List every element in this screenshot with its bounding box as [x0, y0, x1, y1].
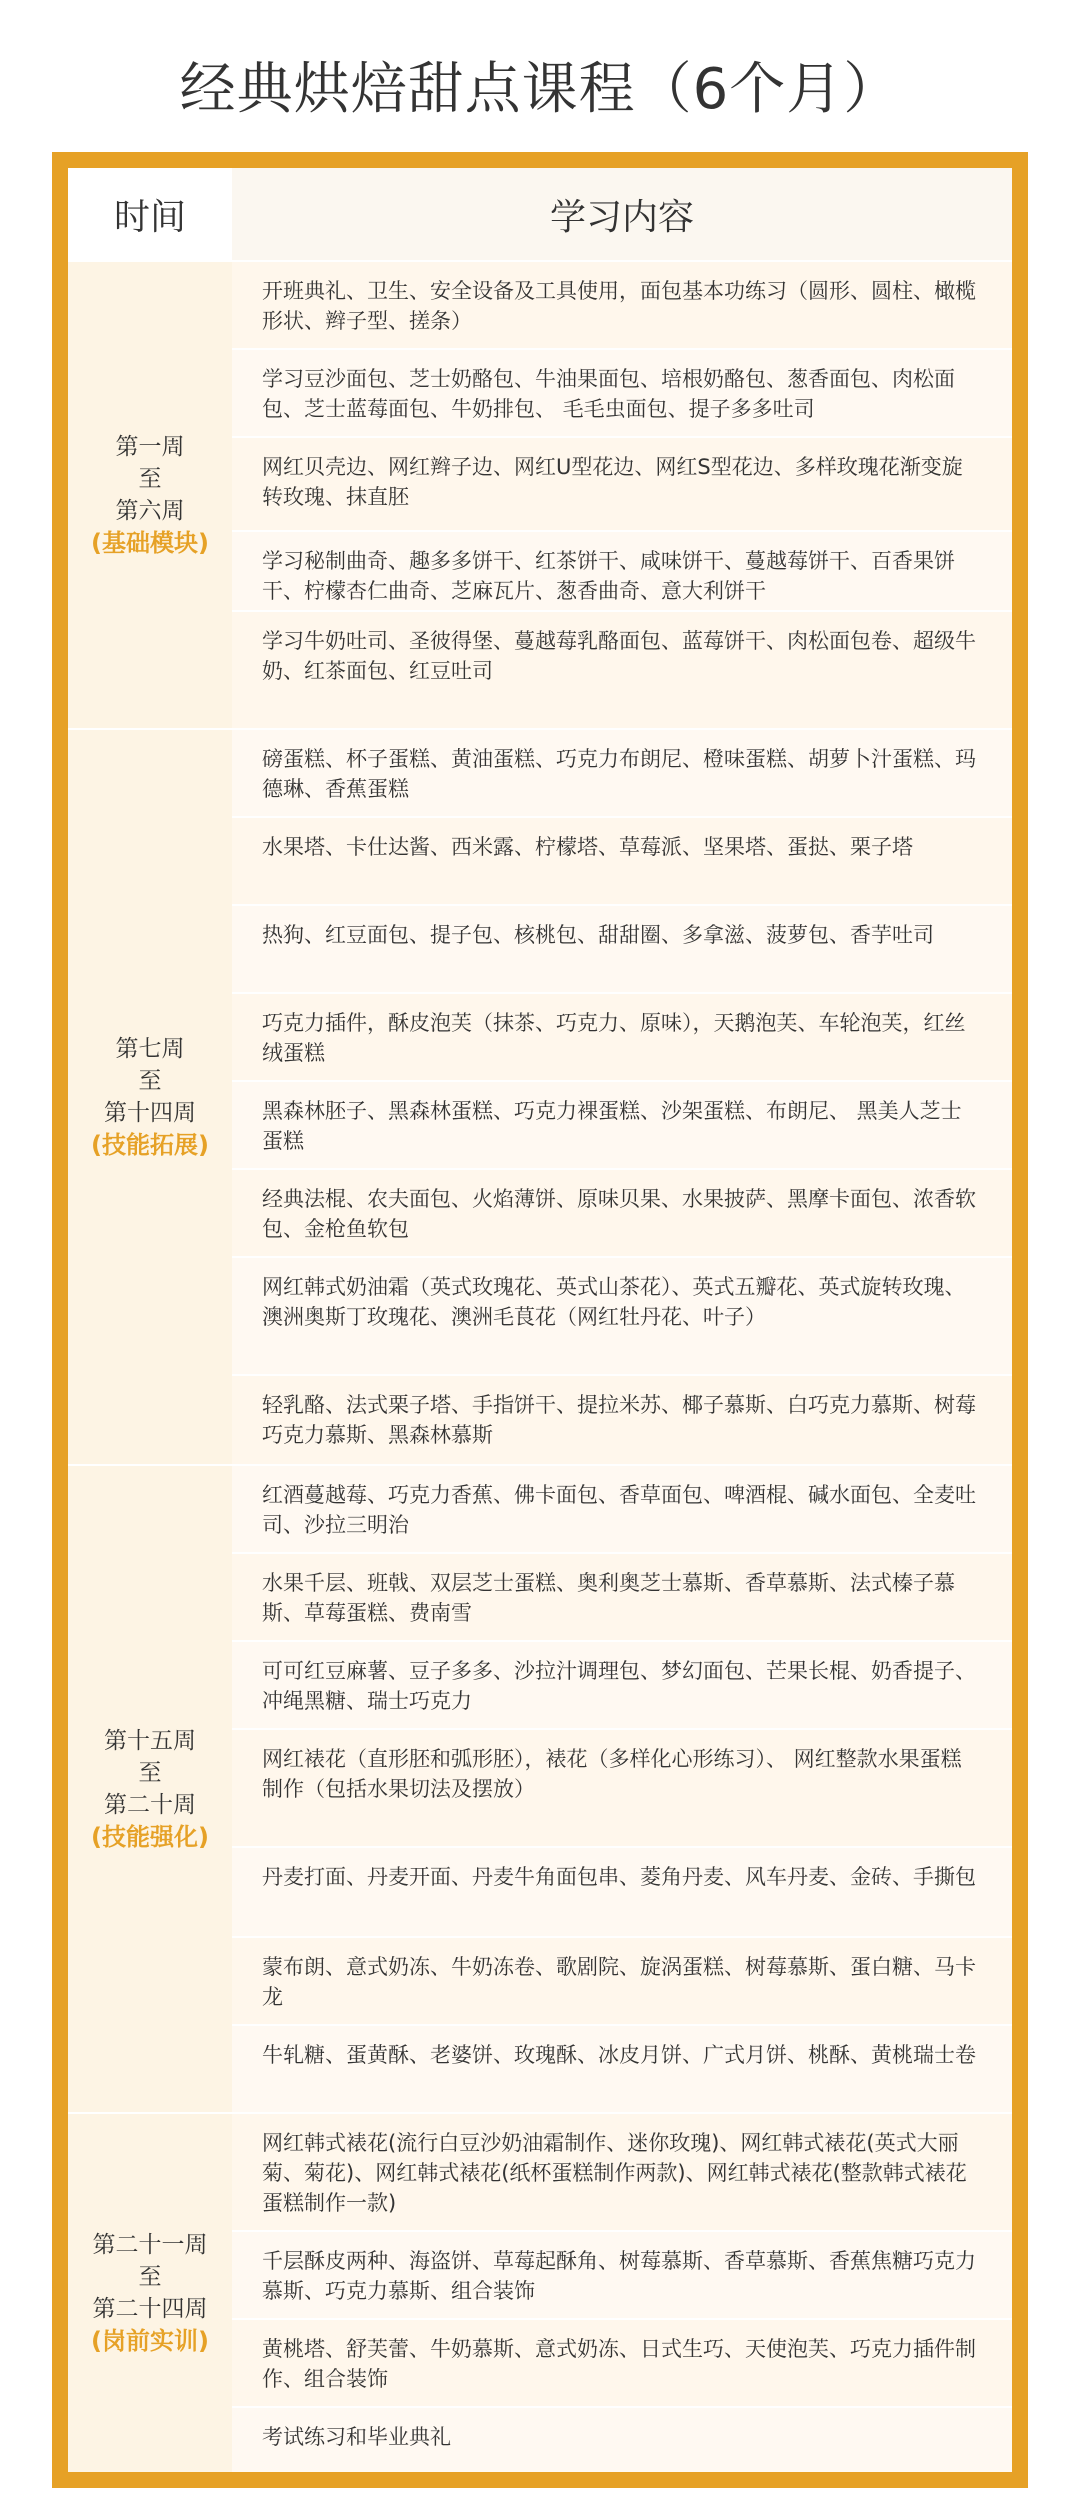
content-row-3: 网红贝壳边、网红辫子边、网红U型花边、网红S型花边、多样玫瑰花渐变旋转玫瑰、抹直胚 [232, 436, 1012, 530]
content-row-15: 水果千层、班戟、双层芝士蛋糕、奥利奥芝士慕斯、香草慕斯、法式榛子慕斯、草莓蛋糕、费南雪 [232, 1552, 1012, 1640]
period-start: 第一周 [115, 434, 185, 460]
content-row-24: 考试练习和毕业典礼 [232, 2406, 1012, 2472]
period-start: 第二十一周 [92, 2232, 208, 2258]
content-row-16: 可可红豆麻薯、豆子多多、沙拉汁调理包、梦幻面包、芒果长棍、奶香提子、冲绳黑糖、瑞士巧克力 [232, 1640, 1012, 1728]
content-row-7: 水果塔、卡仕达酱、西米露、柠檬塔、草莓派、坚果塔、蛋挞、栗子塔 [232, 816, 1012, 904]
content-row-1: 开班典礼、卫生、安全设备及工具使用，面包基本功练习（圆形、圆柱、橄榄形状、辫子型、搓条） [232, 260, 1012, 348]
period-cell-1 [68, 260, 232, 728]
period-end: 第十四周 [104, 1100, 196, 1126]
period-module: (岗前实训) [91, 2327, 209, 2355]
content-row-17: 网红裱花（直形胚和弧形胚），裱花（多样化心形练习）、 网红整款水果蛋糕制作（包括水果切法及摆放） [232, 1728, 1012, 1846]
content-row-10: 黑森林胚子、黑森林蛋糕、巧克力裸蛋糕、沙架蛋糕、布朗尼、 黑美人芝士蛋糕 [232, 1080, 1012, 1168]
period-cell-2 [68, 728, 232, 1464]
period-to: 至 [138, 2264, 162, 2290]
period-start: 第七周 [115, 1036, 185, 1062]
header-time: 时间 [68, 168, 232, 260]
content-row-9: 巧克力插件，酥皮泡芙（抹茶、巧克力、原味），天鹅泡芙、车轮泡芙，红丝绒蛋糕 [232, 992, 1012, 1080]
period-end: 第二十四周 [92, 2296, 208, 2322]
period-start: 第十五周 [104, 1728, 196, 1754]
content-row-4: 学习秘制曲奇、趣多多饼干、红茶饼干、咸味饼干、蔓越莓饼干、百香果饼干、柠檬杏仁曲奇、芝麻瓦片、葱香曲奇、意大利饼干 [232, 530, 1012, 610]
period-to: 至 [138, 1068, 162, 1094]
content-row-19: 蒙布朗、意式奶冻、牛奶冻卷、歌剧院、旋涡蛋糕、树莓慕斯、蛋白糖、马卡龙 [232, 1936, 1012, 2024]
content-row-14: 红酒蔓越莓、巧克力香蕉、佛卡面包、香草面包、啤酒棍、碱水面包、全麦吐司、沙拉三明治 [232, 1464, 1012, 1552]
content-row-6: 磅蛋糕、杯子蛋糕、黄油蛋糕、巧克力布朗尼、橙味蛋糕、胡萝卜汁蛋糕、玛德琳、香蕉蛋糕 [232, 728, 1012, 816]
content-row-21: 网红韩式裱花(流行白豆沙奶油霜制作、迷你玫瑰)、网红韩式裱花(英式大丽菊、菊花)、网红韩式裱花(纸杯蛋糕制作两款)、网红韩式裱花(整款韩式裱花蛋糕制作一款) [232, 2112, 1012, 2230]
content-row-20: 牛轧糖、蛋黄酥、老婆饼、玫瑰酥、冰皮月饼、广式月饼、桃酥、黄桃瑞士卷 [232, 2024, 1012, 2112]
content-row-11: 经典法棍、农夫面包、火焰薄饼、原味贝果、水果披萨、黑摩卡面包、浓香软包、金枪鱼软包 [232, 1168, 1012, 1256]
content-row-18: 丹麦打面、丹麦开面、丹麦牛角面包串、菱角丹麦、风车丹麦、金砖、手撕包 [232, 1846, 1012, 1936]
content-row-8: 热狗、红豆面包、提子包、核桃包、甜甜圈、多拿滋、菠萝包、香芋吐司 [232, 904, 1012, 992]
period-to: 至 [138, 1760, 162, 1786]
period-end: 第六周 [115, 498, 185, 524]
period-to: 至 [138, 466, 162, 492]
content-row-2: 学习豆沙面包、芝士奶酪包、牛油果面包、培根奶酪包、葱香面包、肉松面包、芝士蓝莓面包、牛奶排包、 毛毛虫面包、提子多多吐司 [232, 348, 1012, 436]
content-row-22: 千层酥皮两种、海盗饼、草莓起酥角、树莓慕斯、香草慕斯、香蕉焦糖巧克力慕斯、巧克力慕斯、组合装饰 [232, 2230, 1012, 2318]
course-table-frame [52, 152, 1028, 2488]
period-module: (技能拓展) [91, 1131, 209, 1159]
period-module: (基础模块) [91, 529, 209, 557]
period-cell-4 [68, 2112, 232, 2472]
period-cell-3 [68, 1464, 232, 2112]
course-table [68, 168, 1012, 2472]
header-content: 学习内容 [232, 168, 1012, 260]
content-row-13: 轻乳酪、法式栗子塔、手指饼干、提拉米苏、椰子慕斯、白巧克力慕斯、树莓巧克力慕斯、黑森林慕斯 [232, 1374, 1012, 1464]
period-end: 第二十周 [104, 1792, 196, 1818]
content-row-5: 学习牛奶吐司、圣彼得堡、蔓越莓乳酪面包、蓝莓饼干、肉松面包卷、超级牛奶、红茶面包、红豆吐司 [232, 610, 1012, 728]
content-row-23: 黄桃塔、舒芙蕾、牛奶慕斯、意式奶冻、日式生巧、天使泡芙、巧克力插件制作、组合装饰 [232, 2318, 1012, 2406]
content-row-12: 网红韩式奶油霜（英式玫瑰花、英式山茶花）、英式五瓣花、英式旋转玫瑰、 澳洲奥斯丁玫瑰花、澳洲毛茛花（网红牡丹花、叶子） [232, 1256, 1012, 1374]
page-title: 经典烘焙甜点课程（6个月） [179, 57, 901, 122]
period-module: (技能强化) [91, 1823, 209, 1851]
